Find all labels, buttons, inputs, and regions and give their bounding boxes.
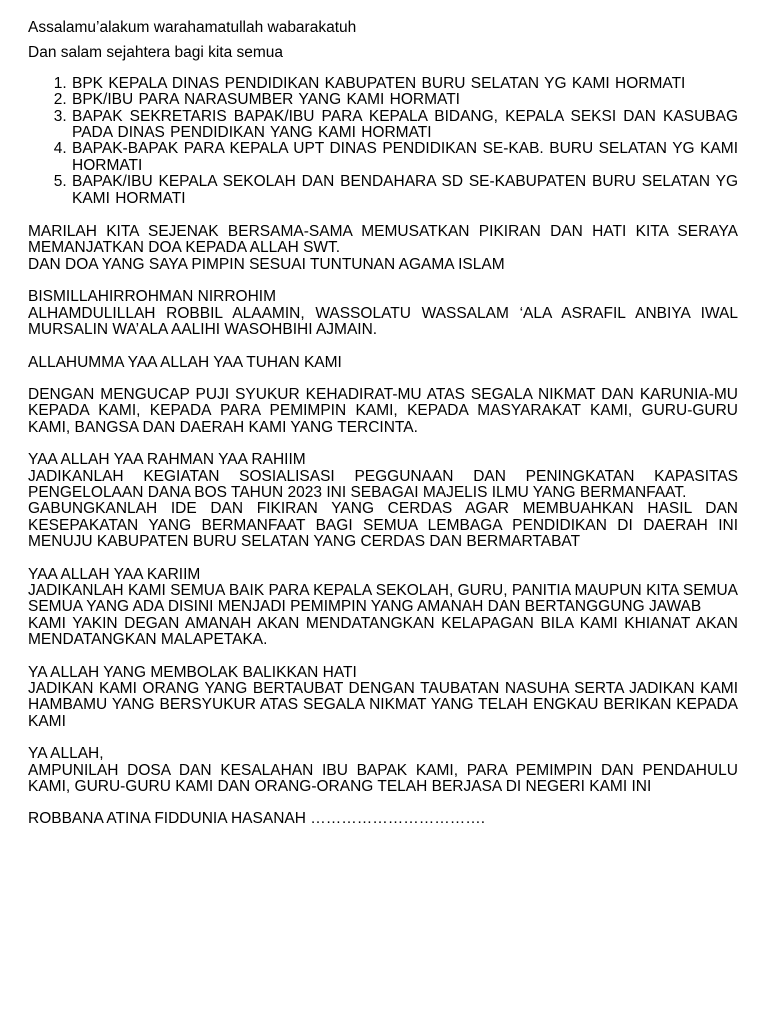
hamdalah-text: ALHAMDULILLAH ROBBIL ALAAMIN, WASSOLATU WASSALAM ‘ALA ASRAFIL ANBIYA IWAL MURSALIN WA’ALA AALIHI WASOHBIHI AJMAIN. bbox=[28, 304, 738, 339]
paragraph-forgiveness bbox=[28, 746, 738, 795]
document-page bbox=[28, 20, 738, 828]
paragraph-kariim bbox=[28, 567, 738, 649]
forgiveness-text: AMPUNILAH DOSA DAN KESALAHAN IBU BAPAK KAMI, PARA PEMIMPIN DAN PENDAHULU KAMI, GURU-GURU KAMI DAN ORANG-ORANG TELAH BERJASA DI NEGERI KAMI INI bbox=[28, 761, 738, 796]
invitation-text-2: DAN DOA YANG SAYA PIMPIN SESUAI TUNTUNAN AGAMA ISLAM bbox=[28, 255, 505, 273]
rahman-heading: YAA ALLAH YAA RAHMAN YAA RAHIIM bbox=[28, 451, 306, 469]
paragraph-invitation bbox=[28, 224, 738, 273]
forgiveness-heading: YA ALLAH, bbox=[28, 745, 104, 763]
kariim-text-2: KAMI YAKIN DEGAN AMANAH AKAN MENDATANGKAN KELAPAGAN BILA KAMI KHIANAT AKAN MENDATANGKAN MALAPETAKA. bbox=[28, 614, 738, 649]
honorifics-list bbox=[28, 76, 738, 207]
paragraph-allahumma bbox=[28, 355, 738, 371]
repentance-text: JADIKAN KAMI ORANG YANG BERTAUBAT DENGAN TAUBATAN NASUHA SERTA JADIKAN KAMI HAMBAMU YANG BERSYUKUR ATAS SEGALA NIKMAT YANG TELAH ENGKAU BERIKAN KEPADA KAMI bbox=[28, 680, 738, 730]
honorific-item: 5. BAPAK/IBU KEPALA SEKOLAH DAN BENDAHARA SD SE-KABUPATEN BURU SELATAN YG KAMI HORMATI bbox=[72, 174, 738, 207]
paragraph-gratitude bbox=[28, 387, 738, 436]
rahman-text-1: JADIKANLAH KEGIATAN SOSIALISASI PEGGUNAAN DAN PENINGKATAN KAPASITAS PENGELOLAAN DANA BOS TAHUN 2023 INI SEBAGAI MAJELIS ILMU YANG BERMANFAAT. bbox=[28, 467, 738, 501]
paragraph-rahman bbox=[28, 452, 738, 550]
basmalah-text: BISMILLAHIRROHMAN NIRROHIM bbox=[28, 288, 277, 306]
repentance-heading: YA ALLAH YANG MEMBOLAK BALIKKAN HATI bbox=[28, 663, 357, 681]
honorific-item: 1. BPK KEPALA DINAS PENDIDIKAN KABUPATEN BURU SELATAN YG KAMI HORMATI bbox=[72, 76, 738, 92]
opening-salutation: Dan salam sejahtera bagi kita semua bbox=[28, 44, 284, 62]
paragraph-basmalah bbox=[28, 289, 738, 338]
honorific-item: 2. BPK/IBU PARA NARASUMBER YANG KAMI HORMATI bbox=[72, 92, 738, 108]
kariim-text-1: JADIKANLAH KAMI SEMUA BAIK PARA KEPALA SEKOLAH, GURU, PANITIA MAUPUN KITA SEMUA SEMUA YANG ADA DISINI MENJADI PEMIMPIN YANG AMANAH DAN BERTANGGUNG JAWAB bbox=[28, 581, 738, 616]
gratitude-text: DENGAN MENGUCAP PUJI SYUKUR KEHADIRAT-MU ATAS SEGALA NIKMAT DAN KARUNIA-MU KEPADA KAMI, KEPADA PARA PEMIMPIN KAMI, KEPADA MASYARAKAT KAMI, GURU-GURU KAMI, BANGSA DAN DAERAH KAMI YANG TERCINTA. bbox=[28, 385, 738, 436]
honorific-item: 4. BAPAK-BAPAK PARA KEPALA UPT DINAS PENDIDIKAN SE-KAB. BURU SELATAN YG KAMI HORMATI bbox=[72, 141, 738, 174]
closing-prayer: ROBBANA ATINA FIDDUNIA HASANAH ……………………………. bbox=[28, 810, 486, 828]
kariim-heading: YAA ALLAH YAA KARIIM bbox=[28, 565, 201, 583]
invitation-text: MARILAH KITA SEJENAK BERSAMA-SAMA MEMUSATKAN PIKIRAN DAN HATI KITA SERAYA MEMANJATKAN DOA KEPADA ALLAH SWT. bbox=[28, 223, 738, 257]
opening-greeting: Assalamu’alakum warahamatullah wabarakatuh bbox=[28, 19, 357, 36]
rahman-text-2: GABUNGKANLAH IDE DAN FIKIRAN YANG CERDAS AGAR MEMBUAHKAN HASIL DAN KESEPAKATAN YANG BERMANFAAT BAGI SEMUA LEMBAGA PENDIDIKAN DI DAERAH INI MENUJU KABUPATEN BURU SELATAN YANG CERDAS DAN BERMARTABAT bbox=[28, 500, 738, 551]
allahumma-text: ALLAHUMMA YAA ALLAH YAA TUHAN KAMI bbox=[28, 353, 342, 371]
honorific-item: 3. BAPAK SEKRETARIS BAPAK/IBU PARA KEPALA BIDANG, KEPALA SEKSI DAN KASUBAG PADA DINAS PENDIDIKAN YANG KAMI HORMATI bbox=[72, 109, 738, 142]
paragraph-repentance bbox=[28, 665, 738, 731]
